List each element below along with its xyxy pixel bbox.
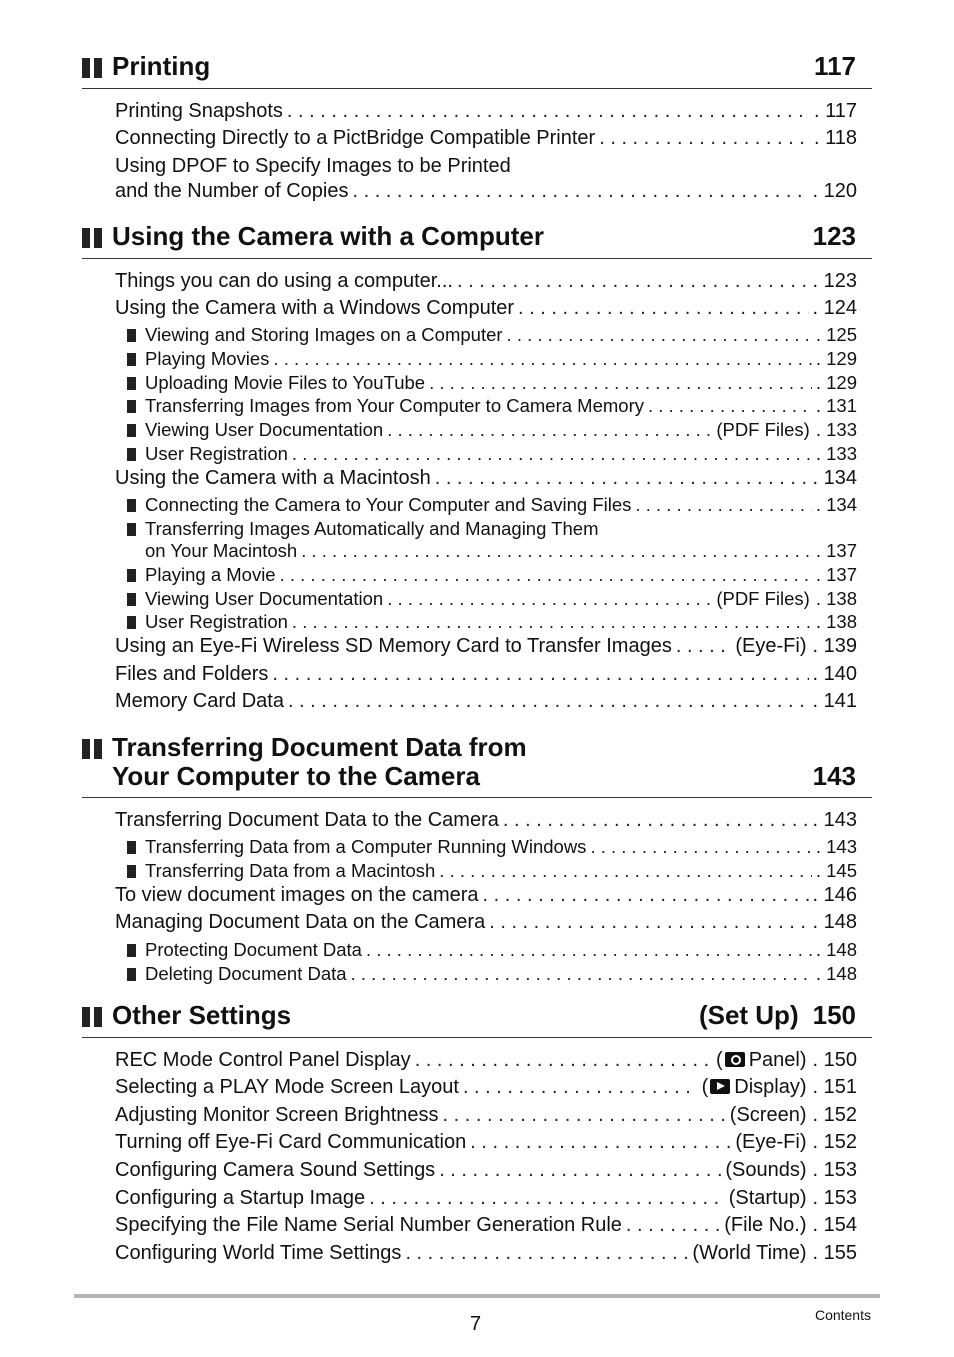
toc-entry[interactable]: Managing Document Data on the Camera . . . . 148 — [115, 911, 857, 937]
bullet-icon — [127, 377, 136, 390]
toc-subentry[interactable]: User Registration . . . . 138 — [145, 611, 857, 635]
toc-subentry[interactable]: Protecting Document Data . . . . 148 — [145, 939, 857, 963]
toc-subentry[interactable]: Playing a Movie . . . . 137 — [145, 564, 857, 588]
toc-entry-line1: Using DPOF to Specify Images to be Printed — [115, 155, 511, 177]
bullet-icon — [127, 944, 136, 957]
toc-entry[interactable]: Using the Camera with a Windows Computer . . . . 124 — [115, 297, 857, 323]
toc-subentry[interactable]: Playing Movies . . . . 129 — [145, 348, 857, 372]
section-title: Printing — [112, 51, 211, 81]
section-page: 150 — [812, 1000, 856, 1030]
bullet-icon — [127, 841, 136, 854]
section-header-document-data — [82, 733, 872, 798]
section-marker-icon — [82, 228, 102, 248]
toc-subentry-line1: Transferring Images Automatically and Managing Them — [145, 518, 599, 539]
toc-entry[interactable]: Files and Folders . . . . 140 — [115, 663, 857, 689]
toc-entry[interactable]: Connecting Directly to a PictBridge Compatible Printer . . . . 118 — [115, 127, 857, 153]
bullet-icon — [127, 968, 136, 981]
toc-subentry[interactable]: Uploading Movie Files to YouTube . . . . 129 — [145, 372, 857, 396]
toc-entry[interactable]: Configuring Camera Sound Settings . . . (Sounds) . 153 — [115, 1159, 857, 1185]
toc-entry[interactable]: Using the Camera with a Macintosh . . . . 134 — [115, 467, 857, 493]
footer-label: Contents — [814, 1307, 871, 1323]
bullet-icon — [127, 616, 136, 629]
bullet-icon — [127, 329, 136, 342]
section-page: 123 — [812, 221, 856, 251]
section-header-printing — [82, 52, 872, 89]
bullet-icon — [127, 523, 136, 536]
toc-subentry[interactable]: User Registration . . . . 133 — [145, 443, 857, 467]
toc-entry[interactable]: and the Number of Copies . . . . 120 — [115, 180, 857, 206]
section-marker-icon — [82, 739, 102, 759]
section-marker-icon — [82, 1007, 102, 1027]
toc-entry[interactable]: Configuring World Time Settings . . . (World Time) . 155 — [115, 1242, 857, 1268]
toc-subentry[interactable]: Transferring Data from a Computer Running Windows . . . . 143 — [145, 836, 857, 860]
section-marker-icon — [82, 58, 102, 78]
section-title: Your Computer to the Camera — [112, 761, 480, 791]
section-page: 143 — [812, 761, 856, 791]
toc-entry[interactable]: Using an Eye-Fi Wireless SD Memory Card to Transfer Images . . . (Eye-Fi) . 139 — [115, 635, 857, 661]
bullet-icon — [127, 569, 136, 582]
play-icon — [710, 1079, 730, 1094]
toc-entry[interactable]: Memory Card Data . . . . 141 — [115, 690, 857, 716]
section-reference: (Set Up) — [698, 1000, 799, 1030]
toc-subentry[interactable]: Connecting the Camera to Your Computer and Saving Files . . . . 134 — [145, 494, 857, 518]
toc-entry[interactable]: Specifying the File Name Serial Number Generation Rule . . . (File No.) . 154 — [115, 1214, 857, 1240]
section-page: 117 — [814, 51, 856, 81]
section-header-computer — [82, 222, 872, 259]
toc-subentry[interactable]: Viewing and Storing Images on a Computer . . . . 125 — [145, 324, 857, 348]
toc-entry[interactable]: Configuring a Startup Image . . . (Startup) . 153 — [115, 1187, 857, 1213]
bullet-icon — [127, 499, 136, 512]
toc-subentry[interactable]: Transferring Data from a Macintosh . . . . 145 — [145, 860, 857, 884]
bullet-icon — [127, 424, 136, 437]
footer-rule — [74, 1294, 880, 1298]
toc-subentry[interactable]: Viewing User Documentation . . . (PDF Files) . 133 — [145, 419, 857, 443]
section-title-line1: Transferring Document Data from — [112, 732, 527, 762]
toc-entry[interactable]: Printing Snapshots . . . . 117 — [115, 100, 857, 126]
bullet-icon — [127, 593, 136, 606]
section-title: Using the Camera with a Computer — [112, 221, 544, 251]
camera-icon — [725, 1052, 745, 1067]
page-number: 7 — [470, 1313, 482, 1335]
toc-entry[interactable]: To view document images on the camera . . . . 146 — [115, 884, 857, 910]
toc-entry[interactable]: REC Mode Control Panel Display . . . ( Panel) . 150 — [115, 1049, 857, 1075]
bullet-icon — [127, 865, 136, 878]
bullet-icon — [127, 448, 136, 461]
toc-entry[interactable]: Selecting a PLAY Mode Screen Layout . . . ( Display) . 151 — [115, 1076, 857, 1102]
toc-subentry[interactable]: on Your Macintosh . . . . 137 — [145, 540, 857, 564]
toc-entry[interactable]: Turning off Eye-Fi Card Communication . . . (Eye-Fi) . 152 — [115, 1131, 857, 1157]
toc-subentry[interactable]: Viewing User Documentation . . . (PDF Files) . 138 — [145, 588, 857, 612]
toc-entry[interactable]: Transferring Document Data to the Camera . . . . 143 — [115, 809, 857, 835]
toc-entry[interactable]: Adjusting Monitor Screen Brightness . . . (Screen) . 152 — [115, 1104, 857, 1130]
toc-subentry[interactable]: Deleting Document Data . . . . 148 — [145, 963, 857, 987]
bullet-icon — [127, 353, 136, 366]
section-title: Other Settings — [112, 1000, 292, 1030]
bullet-icon — [127, 400, 136, 413]
section-header-other-settings — [82, 1001, 872, 1038]
toc-entry[interactable]: Things you can do using a computer... . . . . 123 — [115, 270, 857, 296]
toc-subentry[interactable]: Transferring Images from Your Computer to Camera Memory . . . . 131 — [145, 395, 857, 419]
